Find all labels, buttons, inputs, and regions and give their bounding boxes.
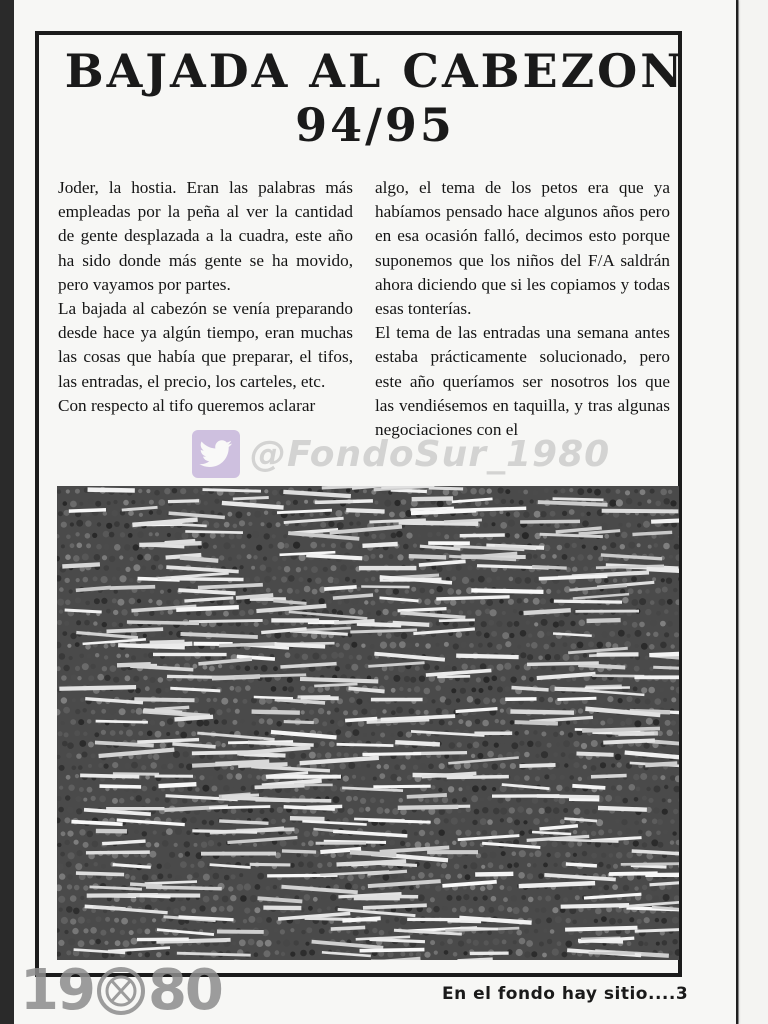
article-column-right	[375, 176, 670, 442]
paragraph: Con respecto al tifo queremos aclarar	[58, 395, 316, 415]
article-title	[14, 44, 736, 152]
paragraph: Joder, la hostia. Eran las palabras más empleadas por la peña al ver la cantidad de gente desplazada a la cuadra, este año ha sido donde más gente se ha movido, pero vayamos por partes.	[58, 178, 353, 294]
paragraph: La bajada al cabezón se venía preparando desde hace ya algún tiempo, eran muchas las cosas que había que preparar, el tifos, las entradas, el precio, los carteles, etc.	[58, 299, 353, 391]
page-stack-edge	[738, 0, 747, 1024]
social-watermark	[192, 424, 610, 484]
magazine-page	[14, 0, 736, 1024]
club-crest-icon	[96, 966, 146, 1016]
paragraph: El tema de las entradas una semana antes estaba prácticamente solucionado, pero este año queríamos ser nosotros los que las vendiésemos en taquilla, y tras algunas negociaciones con el	[375, 323, 670, 440]
logo-1980	[20, 958, 222, 1023]
title-line-1: BAJADA AL CABEZON	[64, 44, 686, 98]
crowd-with-scarves-photo	[57, 486, 679, 960]
title-season: 94/95	[295, 98, 455, 152]
paragraph: algo, el tema de los petos era que ya habíamos pensado hace algunos años pero en esa ocasión falló, decimos esto porque suponemos que los niños del F/A saldrán ahora diciendo que si les copiamos y todas esas tonterías.	[375, 178, 670, 319]
logo-digits-left: 19	[20, 958, 94, 1023]
page-footer: En el fondo hay sitio....3	[442, 984, 689, 1004]
watermark-handle: @FondoSur_1980	[250, 433, 611, 475]
logo-digits-right: 80	[147, 958, 222, 1023]
twitter-bird-icon	[192, 430, 240, 478]
article-column-left	[58, 176, 353, 418]
